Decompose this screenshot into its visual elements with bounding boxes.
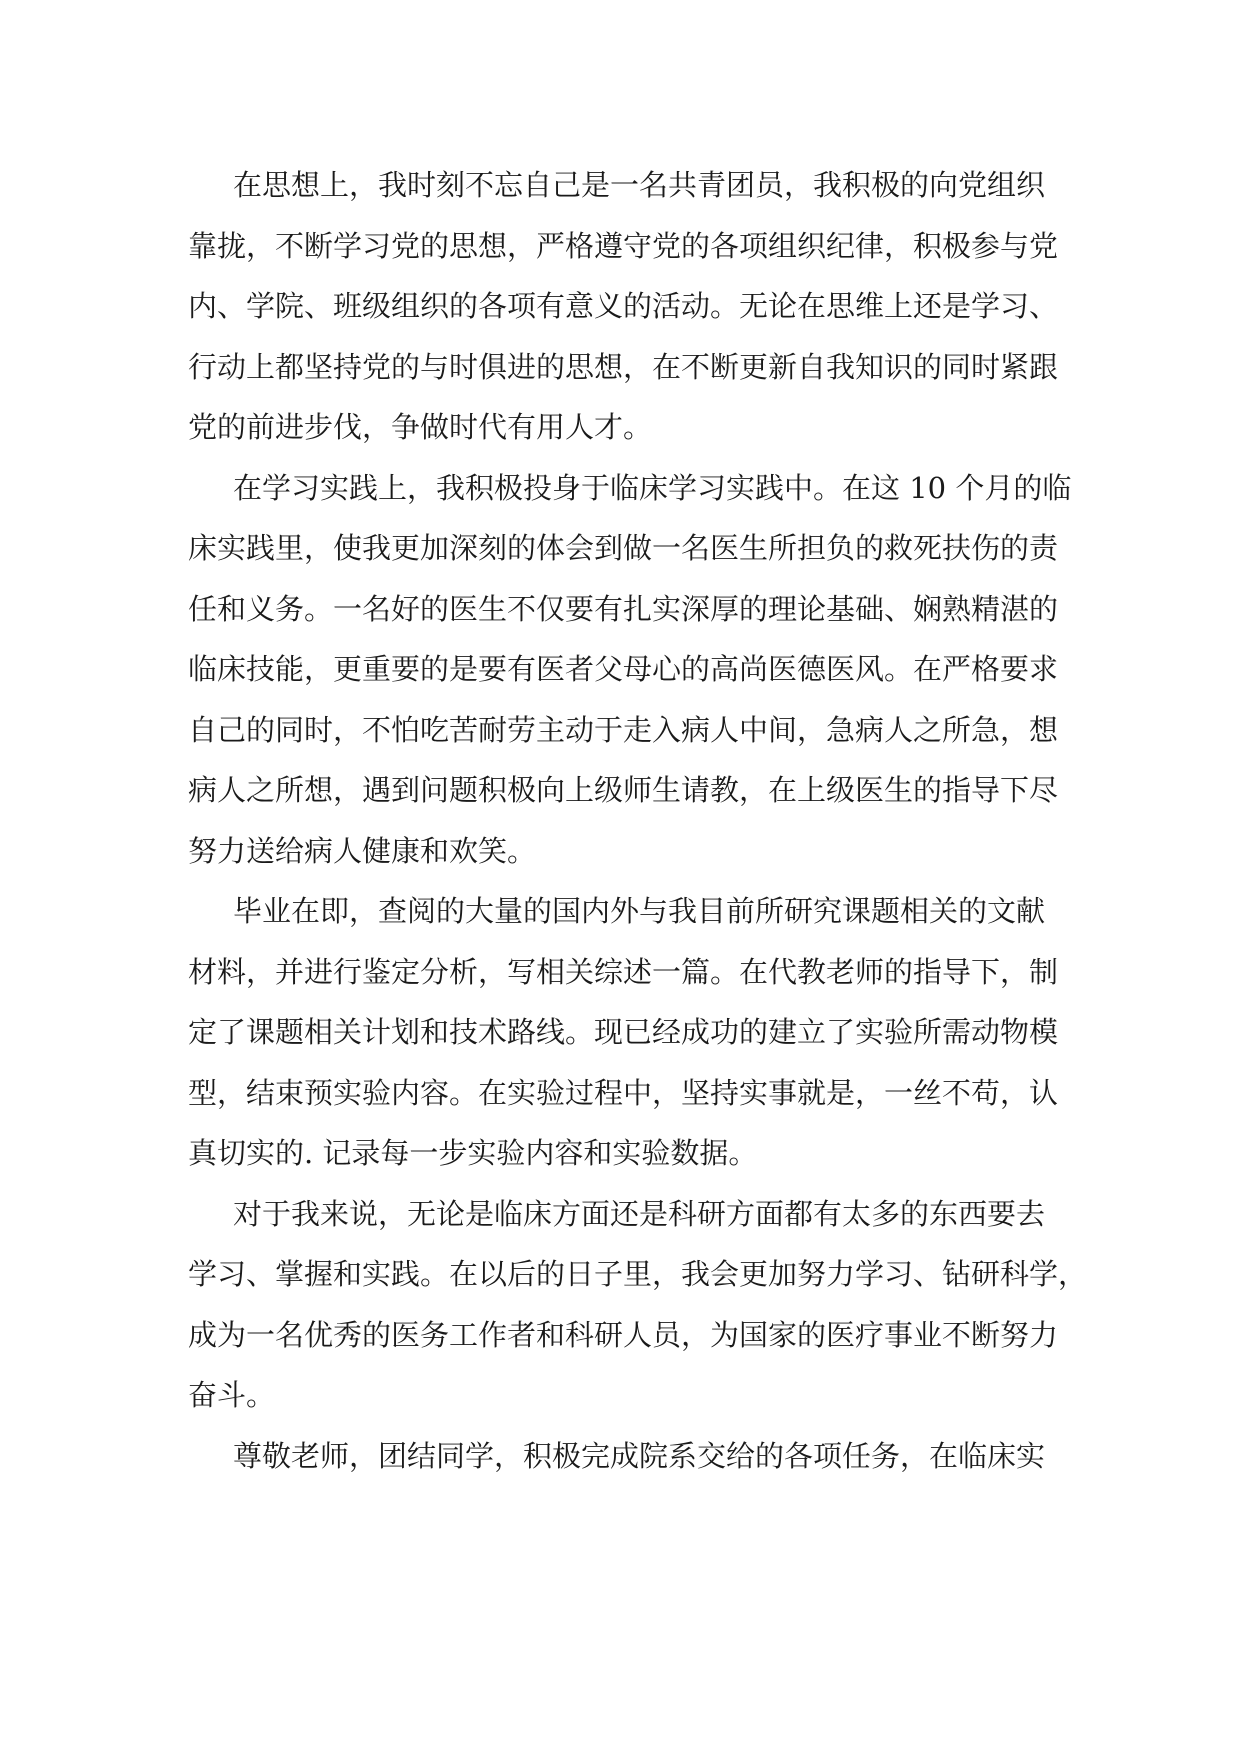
text-line: 尊敬老师，团结同学，积极完成院系交给的各项任务，在临床实 [233,1438,1046,1473]
text-line: 定了课题相关计划和技术路线。现已经成功的建立了实验所需动物模 [188,1015,1059,1049]
text-line: 学习、掌握和实践。在以后的日子里，我会更加努力学习、钻研科学， [188,1257,1088,1291]
text-line: 靠拢，不断学习党的思想，严格遵守党的各项组织纪律，积极参与党 [188,228,1059,263]
text-line: 自己的同时，不怕吃苦耐劳主动于走入病人中间，急病人之所急，想 [188,712,1059,747]
document-body [188,155,1088,1486]
paragraph-future-goals [188,1184,1088,1426]
text-line: 型，结束预实验内容。在实验过程中，坚持实事就是，一丝不苟，认 [188,1075,1059,1110]
text-line: 成为一名优秀的医务工作者和科研人员，为国家的医疗事业不断努力 [188,1317,1059,1352]
paragraph-conduct [188,1426,1058,1487]
text-line: 床实践里，使我更加深刻的体会到做一名医生所担负的救死扶伤的责 [188,531,1059,565]
text-line: 党的前进步伐，争做时代有用人才。 [188,410,653,444]
text-line: 临床技能，更重要的是要有医者父母心的高尚医德医风。在严格要求 [188,652,1059,686]
text-line: 任和义务。一名好的医生不仅要有扎实深厚的理论基础、娴熟精湛的 [188,591,1059,626]
text-line: 对于我来说，无论是临床方面还是科研方面都有太多的东西要去 [233,1196,1046,1231]
paragraph-ideology [188,155,1058,458]
paragraph-clinical-practice [188,458,1072,882]
text-line: 真切实的. 记录每一步实验内容和实验数据。 [188,1136,758,1170]
text-line: 病人之所想，遇到问题积极向上级师生请教，在上级医生的指导下尽 [188,773,1059,807]
text-line: 奋斗。 [188,1378,276,1412]
paragraph-research [188,881,1058,1184]
text-line: 材料，并进行鉴定分析，写相关综述一篇。在代教老师的指导下，制 [188,954,1059,989]
text-line: 行动上都坚持党的与时俱进的思想，在不断更新自我知识的同时紧跟 [188,349,1059,384]
text-line: 在思想上，我时刻不忘自己是一名共青团员，我积极的向党组织 [233,168,1046,202]
text-line: 内、学院、班级组织的各项有意义的活动。无论在思维上还是学习、 [188,289,1059,323]
text-line: 毕业在即，查阅的大量的国内外与我目前所研究课题相关的文献 [233,894,1046,928]
text-line: 努力送给病人健康和欢笑。 [188,833,537,868]
text-line: 在学习实践上，我积极投身于临床学习实践中。在这 10 个月的临 [233,470,1072,505]
